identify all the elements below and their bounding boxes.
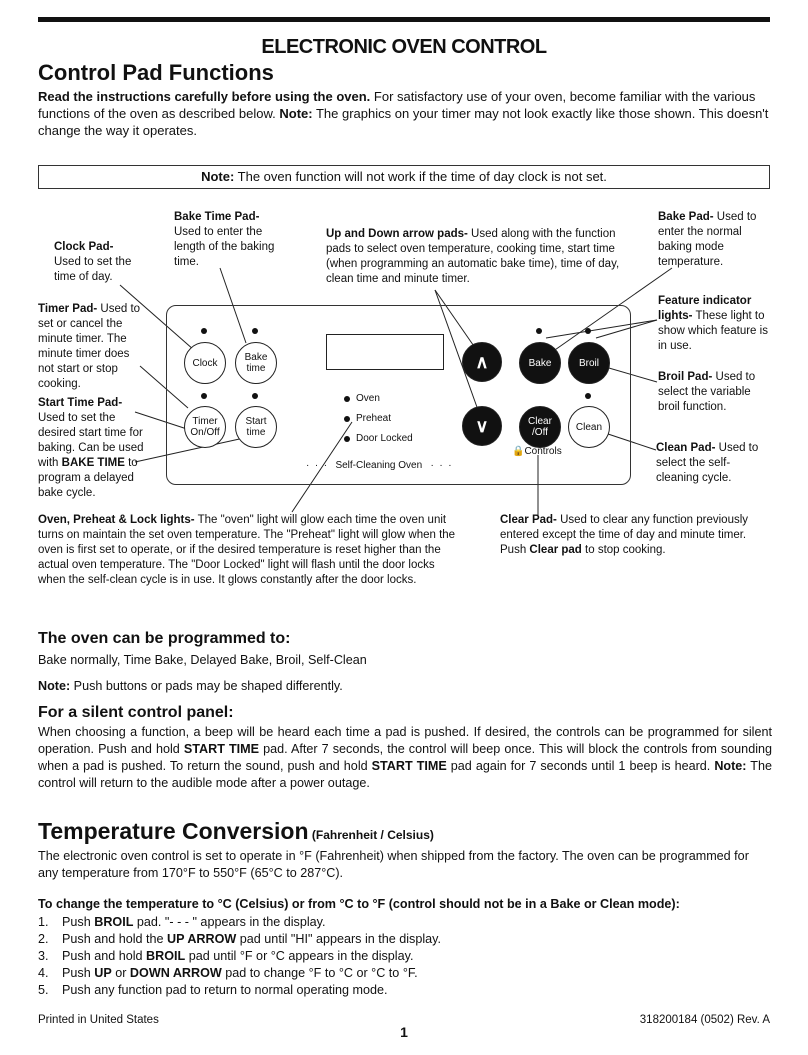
clock-led <box>201 328 207 334</box>
bake-time-led <box>252 328 258 334</box>
clear-pad-label: Clear Pad- Used to clear any function previously entered except the time of day and minute timer. Push Clear pad to stop cooking. <box>500 514 749 556</box>
temp-heading: Temperature Conversion (Fahrenheit / Celsius) <box>38 818 434 844</box>
program-note: Note: Push buttons or pads may be shaped differently. <box>38 679 343 693</box>
list-item: 1. Push BROIL pad. "- - - " appears in the display. <box>38 915 326 929</box>
temp-body: The electronic oven control is set to operate in °F (Fahrenheit) when shipped from the factory. The oven can be programmed for any temperature from 170°F to 550°F (65°C to 287°C). <box>38 849 749 880</box>
oven-led <box>344 396 350 402</box>
silent-heading: For a silent control panel: <box>38 704 234 721</box>
list-item: 3. Push and hold BROIL pad until °F or °C appears in the display. <box>38 949 414 963</box>
broil-pad[interactable]: Broil <box>568 342 610 384</box>
bake-pad[interactable]: Bake <box>519 342 561 384</box>
bake-time-pad-label: Bake Time Pad- Used to enter the length of the baking time. <box>174 211 275 268</box>
clock-pad-label: Clock Pad- Used to set the time of day. <box>54 241 132 283</box>
broil-pad-label: Broil Pad- Used to select the variable broil function. <box>658 371 756 413</box>
timer-pad[interactable]: Timer On/Off <box>184 406 226 448</box>
lock-controls-label: 🔒Controls <box>512 446 562 457</box>
preheat-led <box>344 416 350 422</box>
list-item: 2. Push and hold the UP ARROW pad until "HI" appears in the display. <box>38 932 442 946</box>
start-time-pad-label: Start Time Pad- Used to set the desired start time for baking. Can be used with BAKE TIME to program a delayed bake cycle. <box>38 397 144 499</box>
start-time-led <box>252 393 258 399</box>
lights-label: Oven, Preheat & Lock lights- The "oven" light will glow each time the oven unit turns on maintain the set oven temperature. The "Preheat" light will glow when the oven is first set to operate, or if the desired temperature is reset higher than the actual oven temperature. The "Door Locked" light will flash until the door locks when the self-clean cycle is in use. It glows constantly after the door locks. <box>38 514 456 586</box>
timer-pad-label: Timer Pad- Used to set or cancel the minute timer. The minute timer does not start or stop cooking. <box>38 303 141 390</box>
clean-led <box>585 393 591 399</box>
bake-time-pad[interactable]: Bake time <box>235 342 277 384</box>
bake-pad-label: Bake Pad- Used to enter the normal baking mode temperature. <box>658 211 757 268</box>
oven-display <box>326 334 444 370</box>
page-number: 1 <box>400 1024 408 1040</box>
feature-lights-label: Feature indicator lights- These light to show which feature is in use. <box>658 295 768 352</box>
down-arrow-pad[interactable]: ∨ <box>462 406 502 446</box>
footer-right: 318200184 (0502) Rev. A <box>639 1014 770 1026</box>
arrow-pads-label: Up and Down arrow pads- Used along with the function pads to select oven temperature, cooking time, start time (when programming an automatic bake time), time of day, clean time and minute timer. <box>326 228 620 285</box>
footer-left: Printed in United States <box>38 1014 159 1026</box>
clean-pad-label: Clean Pad- Used to select the self-cleaning cycle. <box>656 442 759 484</box>
bake-led <box>536 328 542 334</box>
clean-pad[interactable]: Clean <box>568 406 610 448</box>
document-title: ELECTRONIC OVEN CONTROL <box>261 36 547 58</box>
broil-led <box>585 328 591 334</box>
self-cleaning-label: · · · Self-Cleaning Oven · · · <box>306 460 452 471</box>
clock-pad[interactable]: Clock <box>184 342 226 384</box>
door-locked-led <box>344 436 350 442</box>
preheat-light: Preheat <box>344 413 391 424</box>
up-arrow-pad[interactable]: ∧ <box>462 342 502 382</box>
start-time-pad[interactable]: Start time <box>235 406 277 448</box>
temp-steps <box>38 914 441 999</box>
program-heading: The oven can be programmed to: <box>38 630 291 647</box>
silent-paragraph: When choosing a function, a beep will be heard each time a pad is pushed. If desired, the controls can be programmed for silent operation. Push and hold START TIME pad. After 7 seconds, the control will beep once. This will block the controls from sounding when a pad is pushed. To return the sound, push and hold START TIME pad again for 7 seconds until 1 beep is heard. Note: The control will return to the audible mode after a power outage. <box>38 725 772 790</box>
control-panel <box>166 305 631 485</box>
section-heading: Control Pad Functions <box>38 60 274 85</box>
lock-icon: 🔒 <box>512 446 525 457</box>
list-item: 5. Push any function pad to return to normal operating mode. <box>38 983 388 997</box>
intro-paragraph: Read the instructions carefully before using the oven. For satisfactory use of your oven, become familiar with the various functions of the oven as described below. Note: The graphics on your timer may not look exactly like those shown. This doesn't change the way it operates. <box>38 89 769 138</box>
note-box: Note: The oven function will not work if the time of day clock is not set. <box>38 165 770 189</box>
oven-light: Oven <box>344 393 380 404</box>
clear-off-pad[interactable]: Clear /Off <box>519 406 561 448</box>
list-item: 4. Push UP or DOWN ARROW pad to change °F to °C or °C to °F. <box>38 966 418 980</box>
door-locked-light: Door Locked <box>344 433 413 444</box>
program-list: Bake normally, Time Bake, Delayed Bake, Broil, Self-Clean <box>38 653 367 667</box>
timer-led <box>201 393 207 399</box>
temp-subheading: To change the temperature to °C (Celsius) or from °C to °F (control should not be in a Bake or Clean mode): <box>38 897 680 911</box>
